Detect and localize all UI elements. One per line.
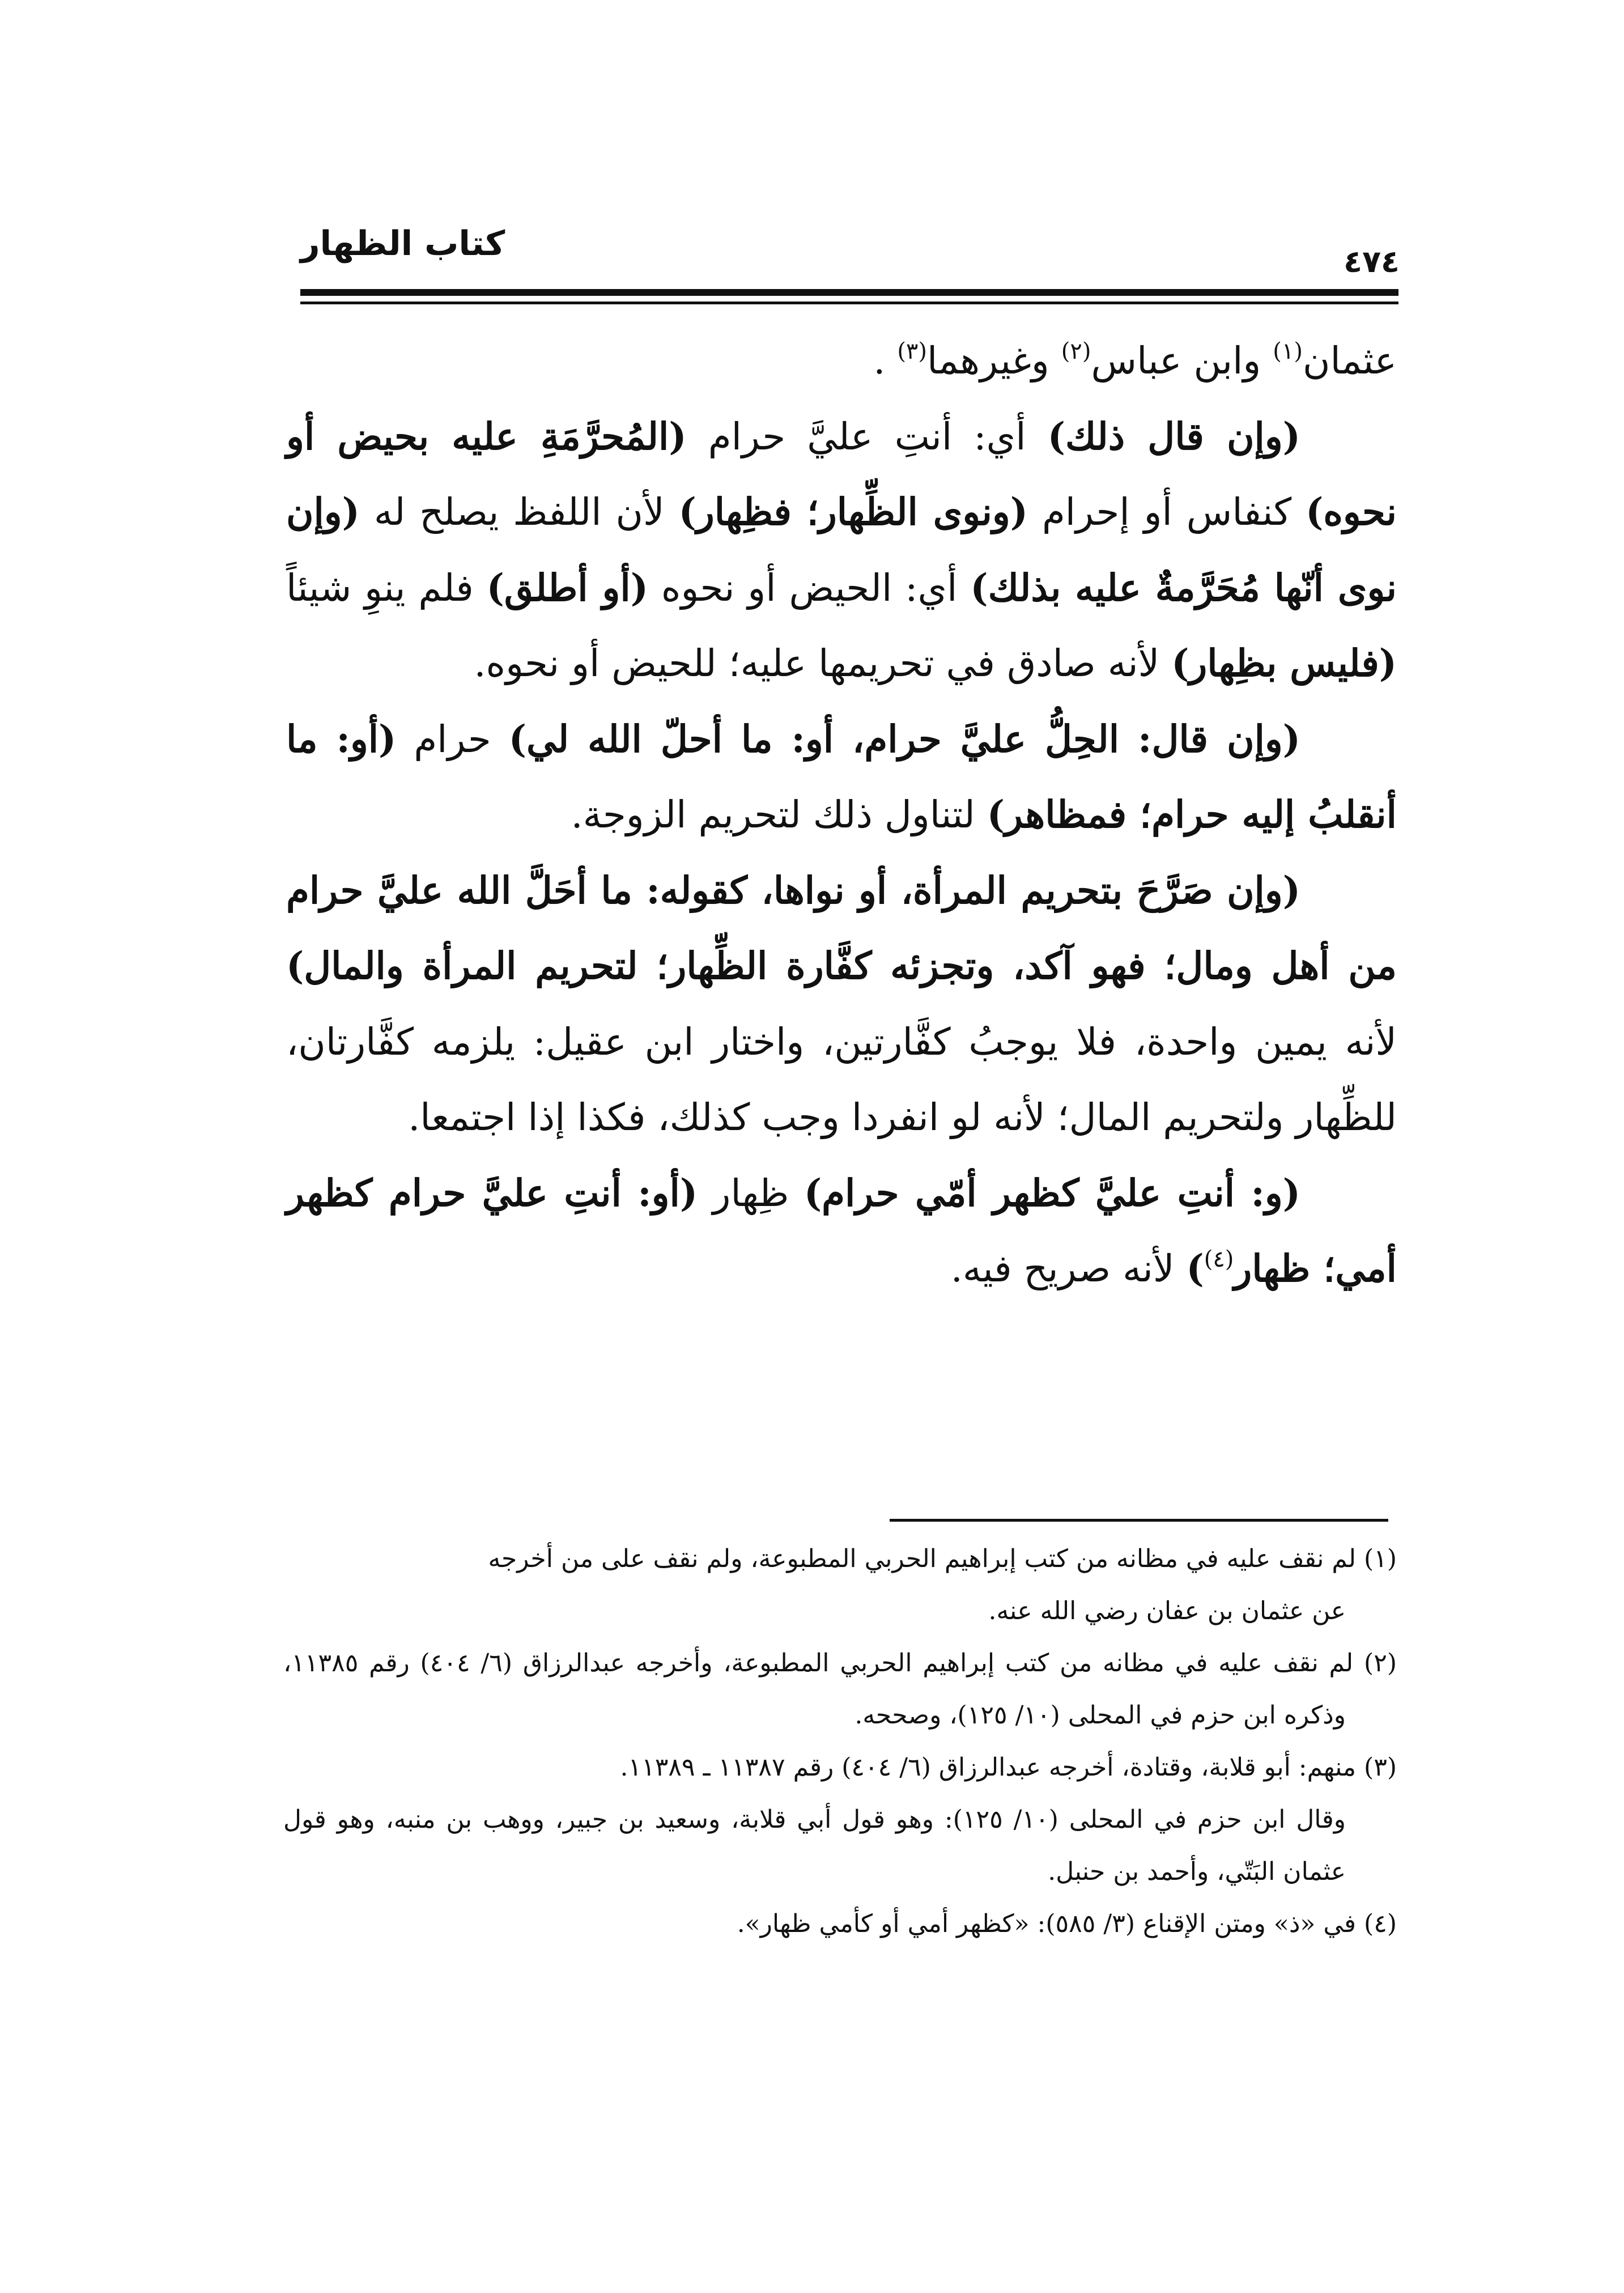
running-title: كتاب الظهار [300, 224, 505, 264]
matn-text: (وإن قال: الحِلُّ عليَّ حرام، أو: ما أحلّ الله لي) [508, 716, 1301, 761]
matn-text: (أو: ما أنقلبُ إليه حرام؛ فمظاهر) [286, 716, 1397, 836]
footnote-1-continuation: عن عثمان بن عفان رضي الله عنه. [988, 1596, 1346, 1625]
footnote-ref-3: (٣) [897, 338, 928, 364]
matn-text: (أو: أنتِ عليَّ حرام كظهر أمي؛ ظهار [286, 1170, 1397, 1290]
footnote-number: (٣) [1364, 1753, 1397, 1782]
text-run: عثمان [1302, 339, 1397, 383]
footnote-number: (١) [1364, 1544, 1397, 1573]
matn-text: (المُحرَّمَةِ عليه بحيض أو نحوه) [286, 414, 1397, 534]
sharh-text: لتناول ذلك لتحريم الزوجة. [571, 793, 987, 836]
paragraph-4 [286, 853, 1397, 1156]
matn-text: (وإن قال ذلك) [1047, 414, 1300, 458]
sharh-text: ظِهار [698, 1171, 804, 1215]
matn-text: (وإن نوى أنّها مُحَرَّمةٌ عليه بذلك) [286, 490, 1397, 610]
main-text [286, 323, 1397, 1307]
footnote-number: (٤) [1364, 1909, 1397, 1938]
footnote-text: منهم: أبو قلابة، وقتادة، أخرجه عبدالرزاق (٦/ ٤٠٤) رقم ١١٣٨٧ ـ ١١٣٨٩. [620, 1753, 1364, 1782]
sharh-text: حرام [396, 717, 509, 761]
header-rule-thick [300, 289, 1398, 296]
matn-text: (أو أطلق) [486, 565, 648, 610]
sharh-text: لأنه يمين واحدة، فلا يوجبُ كفَّارتين، واختار ابن عقيل: يلزمه كفَّارتان، للظِّهار ولتحريم المال؛ لأنه لو انفردا وجب كذلك، فكذا إذا اجتمعا. [286, 1020, 1397, 1139]
text-run: . [873, 339, 898, 383]
text-run: وابن عباس [1091, 339, 1273, 383]
sharh-text: فلم ينوِ شيئاً [286, 566, 487, 610]
matn-text: (و: أنتِ عليَّ كظهر أمّي حرام) [804, 1170, 1300, 1215]
sharh-text: لأن اللفظ يصلح له [359, 490, 679, 534]
page-number: ٤٧٤ [1344, 244, 1400, 279]
footnotes [283, 1533, 1397, 1950]
sharh-text: لأنه صريح فيه. [950, 1247, 1187, 1290]
paragraph-5 [286, 1156, 1397, 1307]
footnote-text: لم نقف عليه في مظانه من كتب إبراهيم الحربي المطبوعة، وأخرجه عبدالرزاق (٦/ ٤٠٤) رقم ١١٣٨٥، وذكره ابن حزم في المحلى (١٠/ ١٢٥)، وصححه. [283, 1649, 1364, 1730]
sharh-text: كنفاس أو إحرام [1028, 490, 1306, 534]
footnote-text: لم نقف عليه في مظانه من كتب إبراهيم الحربي المطبوعة، ولم نقف على من أخرجه [488, 1544, 1364, 1573]
footnote-text: في «ذ» ومتن الإقناع (٣/ ٥٨٥): «كظهر أمي أو كأمي ظهار». [737, 1909, 1364, 1938]
matn-text: ) [1186, 1246, 1204, 1290]
footnote-ref-4: (٤) [1204, 1246, 1234, 1272]
footnote-1 [283, 1533, 1397, 1585]
text-run: وغيرهما [927, 339, 1061, 383]
footnote-number: (٢) [1364, 1649, 1397, 1678]
header-rule-thin [300, 302, 1398, 304]
footnote-4 [283, 1898, 1397, 1950]
sharh-text: لأنه صادق في تحريمها عليه؛ للحيض أو نحوه. [474, 642, 1172, 685]
footnote-ref-2: (٢) [1061, 338, 1091, 364]
footnote-2 [283, 1637, 1397, 1742]
footnote-3-continuation: وقال ابن حزم في المحلى (١٠/ ١٢٥): وهو قول أبي قلابة، وسعيد بن جبير، ووهب بن منبه، وهو قول عثمان البَتّي، وأحمد بن حنبل. [283, 1805, 1346, 1886]
sharh-text: أي: أنتِ عليَّ حرام [686, 414, 1048, 458]
footnote-ref-1: (١) [1273, 338, 1303, 364]
paragraph-2 [286, 399, 1397, 702]
sharh-text: أي: الحيض أو نحوه [648, 566, 971, 610]
matn-text: (فليس بظِهار) [1171, 641, 1397, 685]
paragraph-1 [286, 323, 1397, 399]
matn-text: (ونوى الظِّهار؛ فظِهار) [678, 490, 1028, 534]
paragraph-3 [286, 702, 1397, 853]
matn-text: (وإن صَرَّحَ بتحريم المرأة، أو نواها، كقوله: ما أحَلَّ الله عليَّ حرام من أهل ومال؛ فهو آكد، وتجزئه كفَّارة الظِّهار؛ لتحريم المرأة والمال) [286, 868, 1397, 988]
footnote-3 [283, 1742, 1397, 1794]
footnote-separator [890, 1519, 1388, 1522]
